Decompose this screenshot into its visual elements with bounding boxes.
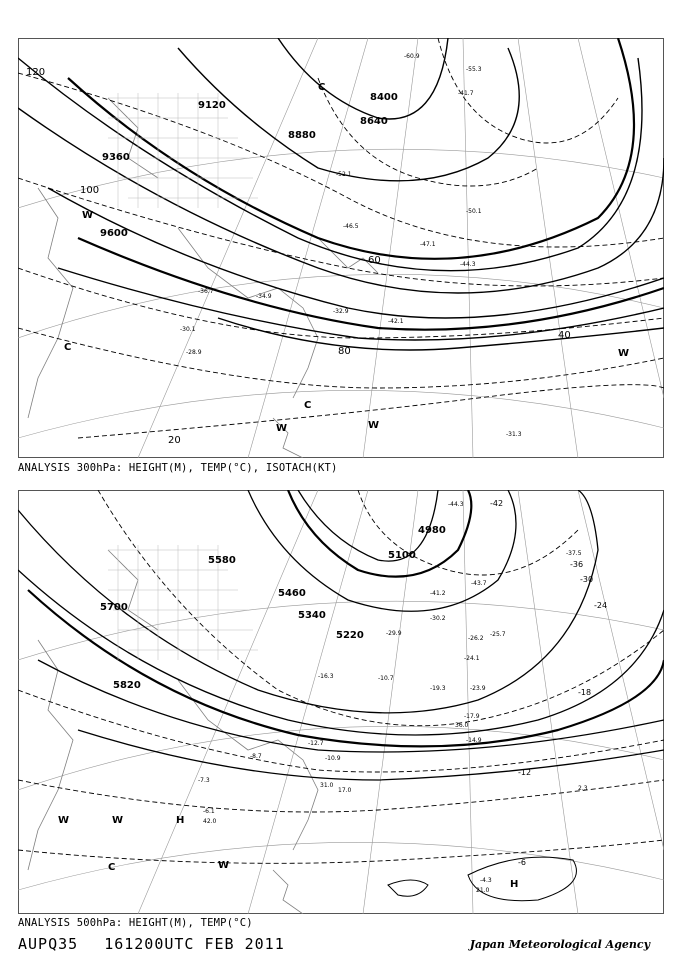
height-contour-label: 5700 — [100, 602, 128, 613]
temperature-value: -60.9 — [404, 53, 420, 60]
station-value: 42.0 — [203, 818, 217, 825]
station-value: -44.3 — [448, 501, 464, 508]
temperature-value: -30.1 — [180, 326, 196, 333]
temperature-value: -47.1 — [420, 241, 436, 248]
height-contour-label: 5340 — [298, 610, 326, 621]
station-value: -25.7 — [490, 631, 506, 638]
station-value: -41.2 — [430, 590, 446, 597]
temperature-value: -55.3 — [466, 66, 482, 73]
pressure-center-marker: W — [368, 420, 380, 431]
station-value: -16.3 — [318, 673, 334, 680]
station-value: -10.7 — [378, 675, 394, 682]
pressure-center-marker: H — [510, 879, 519, 890]
isotach-label: 100 — [80, 185, 100, 196]
temperature-value: -52.1 — [336, 171, 352, 178]
isotherm-label: -30 — [580, 575, 594, 584]
isotach-label: 60 — [368, 255, 381, 266]
station-value: -14.9 — [466, 737, 482, 744]
station-value: -8.7 — [250, 753, 262, 760]
temperature-value: -28.9 — [186, 349, 202, 356]
station-value: -26.2 — [468, 635, 484, 642]
height-contour-label: 8880 — [288, 130, 316, 141]
station-value: 31.0 — [320, 782, 334, 789]
station-value: -17.9 — [464, 713, 480, 720]
temperature-value: -36.7 — [198, 288, 214, 295]
pressure-center-marker: H — [176, 815, 185, 826]
station-value: -19.3 — [430, 685, 446, 692]
height-contour-label: 8400 — [370, 92, 398, 103]
map-300hpa-caption: ANALYSIS 300hPa: HEIGHT(M), TEMP(°C), ISOTACH(KT) — [18, 462, 338, 474]
station-value: -6.1 — [203, 808, 215, 815]
isotherm-label: -6 — [518, 858, 526, 867]
isotach-label: 20 — [168, 435, 181, 446]
pressure-center-marker: W — [618, 348, 630, 359]
height-contour-label: 5100 — [388, 550, 416, 561]
pressure-center-marker: C — [108, 862, 116, 873]
map-500hpa — [18, 490, 664, 914]
height-contour-label: 9360 — [102, 152, 130, 163]
isotherm-label: -18 — [578, 688, 592, 697]
temperature-value: -46.5 — [343, 223, 359, 230]
pressure-center-marker: C — [304, 400, 312, 411]
station-value: 17.0 — [338, 787, 352, 794]
pressure-center-marker: W — [82, 210, 94, 221]
isotach-label: 80 — [338, 346, 351, 357]
pressure-center-marker: W — [276, 423, 288, 434]
station-value: -4.3 — [480, 877, 492, 884]
temperature-value: -41.7 — [458, 90, 474, 97]
product-code: AUPQ35 — [18, 935, 79, 953]
height-contour-label: 5220 — [336, 630, 364, 641]
height-contour-label: 4980 — [418, 525, 446, 536]
station-value: -12.7 — [308, 740, 324, 747]
station-value: -23.9 — [470, 685, 486, 692]
temperature-value: -31.3 — [506, 431, 522, 438]
isotach-label: 120 — [26, 67, 46, 78]
temperature-value: -42.1 — [388, 318, 404, 325]
station-value: 21.0 — [476, 887, 490, 894]
map-300hpa — [18, 38, 664, 458]
temperature-value: -50.1 — [466, 208, 482, 215]
station-value: -29.9 — [386, 630, 402, 637]
map-500hpa-canvas — [18, 490, 664, 914]
station-value: -37.5 — [566, 550, 582, 557]
isotherm-label: -12 — [518, 768, 532, 777]
map-300hpa-canvas — [18, 38, 664, 458]
height-contour-label: 5580 — [208, 555, 236, 566]
isotherm-label: -42 — [490, 499, 504, 508]
isotach-label: 40 — [558, 330, 571, 341]
station-value: -10.9 — [325, 755, 341, 762]
station-value: 36.0 — [455, 722, 469, 729]
height-contour-label: 5460 — [278, 588, 306, 599]
agency-name: Japan Meteorological Agency — [469, 938, 650, 951]
map-500hpa-caption: ANALYSIS 500hPa: HEIGHT(M), TEMP(°C) — [18, 917, 253, 929]
temperature-value: -44.3 — [460, 261, 476, 268]
station-value: -24.1 — [464, 655, 480, 662]
station-value: -43.7 — [471, 580, 487, 587]
temperature-value: -34.9 — [256, 293, 272, 300]
pressure-center-marker: C — [64, 342, 72, 353]
isotherm-label: -24 — [594, 601, 608, 610]
station-value: 2.3 — [578, 785, 588, 792]
height-contour-label: 8640 — [360, 116, 388, 127]
pressure-center-marker: C — [318, 82, 326, 93]
isotherm-label: -36 — [570, 560, 584, 569]
pressure-center-marker: W — [218, 860, 230, 871]
height-contour-label: 9120 — [198, 100, 226, 111]
height-contour-label: 5820 — [113, 680, 141, 691]
temperature-value: -32.9 — [333, 308, 349, 315]
station-value: -7.3 — [198, 777, 210, 784]
station-value: -30.2 — [430, 615, 446, 622]
pressure-center-marker: W — [58, 815, 70, 826]
height-contour-label: 9600 — [100, 228, 128, 239]
product-code-line — [18, 935, 285, 953]
analysis-time: 161200UTC FEB 2011 — [104, 935, 285, 953]
pressure-center-marker: W — [112, 815, 124, 826]
